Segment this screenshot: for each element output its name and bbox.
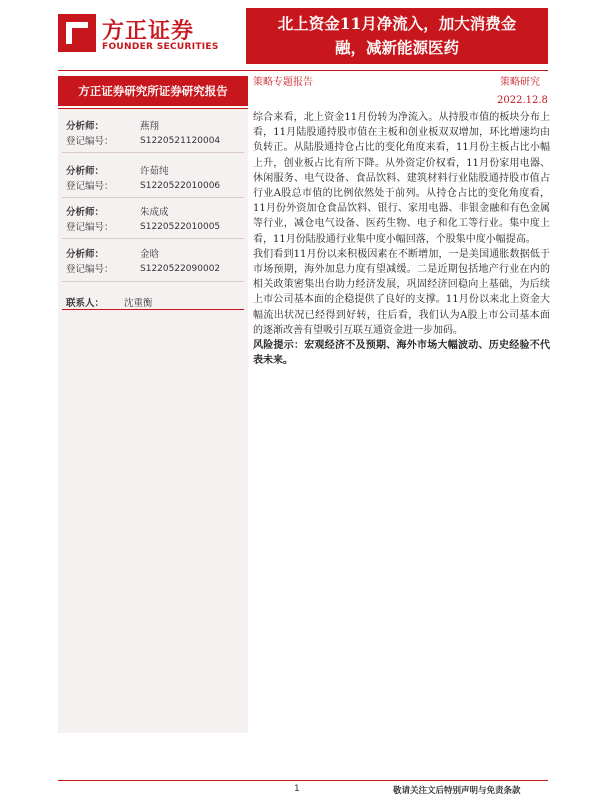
report-title-line-1: 北上资金11月净流入，加大消费金 [277, 14, 517, 33]
body-paragraph: 我们看到11月份以来积极因素在不断增加，一是美国通胀数据低于市场预期，海外加息力度有望减缓。二是近期包括地产行业在内的相关政策密集出台助力经济发展，巩固经济回稳向上基础，为后续上市公司基本面的企稳提供了良好的支撑。11月份以来北上资金大幅流出状况已经得到好转，往后看，我们认为A股上市公司基本面的逐渐改善有望吸引互联互通资金进一步加码。 [253, 248, 550, 336]
logo-english-name: FOUNDER SECURITIES [102, 42, 219, 52]
report-date: 2022.12.8 [497, 95, 548, 106]
risk-warning: 风险提示：宏观经济不及预期、海外市场大幅波动、历史经验不代表未来。 [253, 340, 550, 367]
logo-mark-icon [58, 14, 96, 52]
analyst-name: 许茹纯 [140, 166, 169, 177]
company-logo [58, 12, 240, 60]
registration-label: 登记编号： [66, 222, 114, 233]
disclaimer-note: 敬请关注文后特别声明与免责条款 [393, 786, 521, 796]
contact-divider [62, 309, 244, 310]
page-number: 1 [294, 784, 300, 794]
analyst-role-label: 分析师： [66, 121, 105, 132]
analyst-block [66, 164, 246, 194]
header-divider [58, 70, 548, 71]
registration-label: 登记编号： [66, 181, 114, 192]
analyst-name: 朱成成 [140, 207, 169, 218]
analyst-divider [62, 197, 244, 198]
analyst-role-label: 分析师： [66, 249, 105, 260]
analyst-name: 燕翔 [140, 121, 160, 132]
analyst-block [66, 205, 246, 235]
body-paragraph: 综合来看，北上资金11月份转为净流入。从持股市值的板块分布上看，11月陆股通持股市值在主板和创业板双双增加，环比增速均由负转正。从陆股通持仓占比的变化角度来看，11月份主板占比小幅上升，创业板占比有所下降。从外资定价权看，11月份家用电器、休闲服务、电气设备、食品饮料、建筑材料行业陆股通持股市值占行业A股总市值的比例依然处于前列。从持仓占比的变化角度看，11月份外资加仓食品饮料、银行、家用电器、非银金融和有色金属等行业，减仓电气设备、医药生物、电子和化工等行业。集中度上看，11月份陆股通行业集中度小幅回落，个股集中度小幅提高。 [253, 112, 550, 245]
registration-number: S1220521120004 [140, 136, 221, 146]
analyst-divider [62, 281, 244, 282]
contact-label: 联系人： [66, 298, 105, 309]
footer-divider [58, 780, 548, 781]
registration-label: 登记编号： [66, 264, 114, 275]
report-title [246, 8, 548, 64]
analyst-name: 金晗 [140, 249, 160, 260]
registration-label: 登记编号： [66, 136, 114, 147]
registration-number: S1220522010005 [140, 222, 221, 232]
report-title-line-2: 融，减新能源医药 [334, 38, 459, 57]
institute-banner: 方正证券研究所证券研究报告 [58, 76, 248, 106]
analyst-role-label: 分析师： [66, 166, 105, 177]
registration-number: S1220522010006 [140, 181, 221, 191]
logo-chinese-name: 方正证券 [102, 19, 195, 44]
report-type: 策略专题报告 [253, 77, 313, 88]
analyst-sidebar [58, 108, 248, 733]
analyst-divider [62, 238, 244, 239]
report-category: 策略研究 [500, 77, 540, 88]
analyst-block [66, 119, 246, 149]
analyst-divider [62, 152, 244, 153]
contact-name: 沈重衡 [124, 298, 153, 309]
report-body [253, 110, 550, 368]
registration-number: S1220522090002 [140, 264, 221, 274]
contact-block [66, 295, 246, 310]
analyst-block [66, 247, 246, 277]
analyst-role-label: 分析师： [66, 207, 105, 218]
